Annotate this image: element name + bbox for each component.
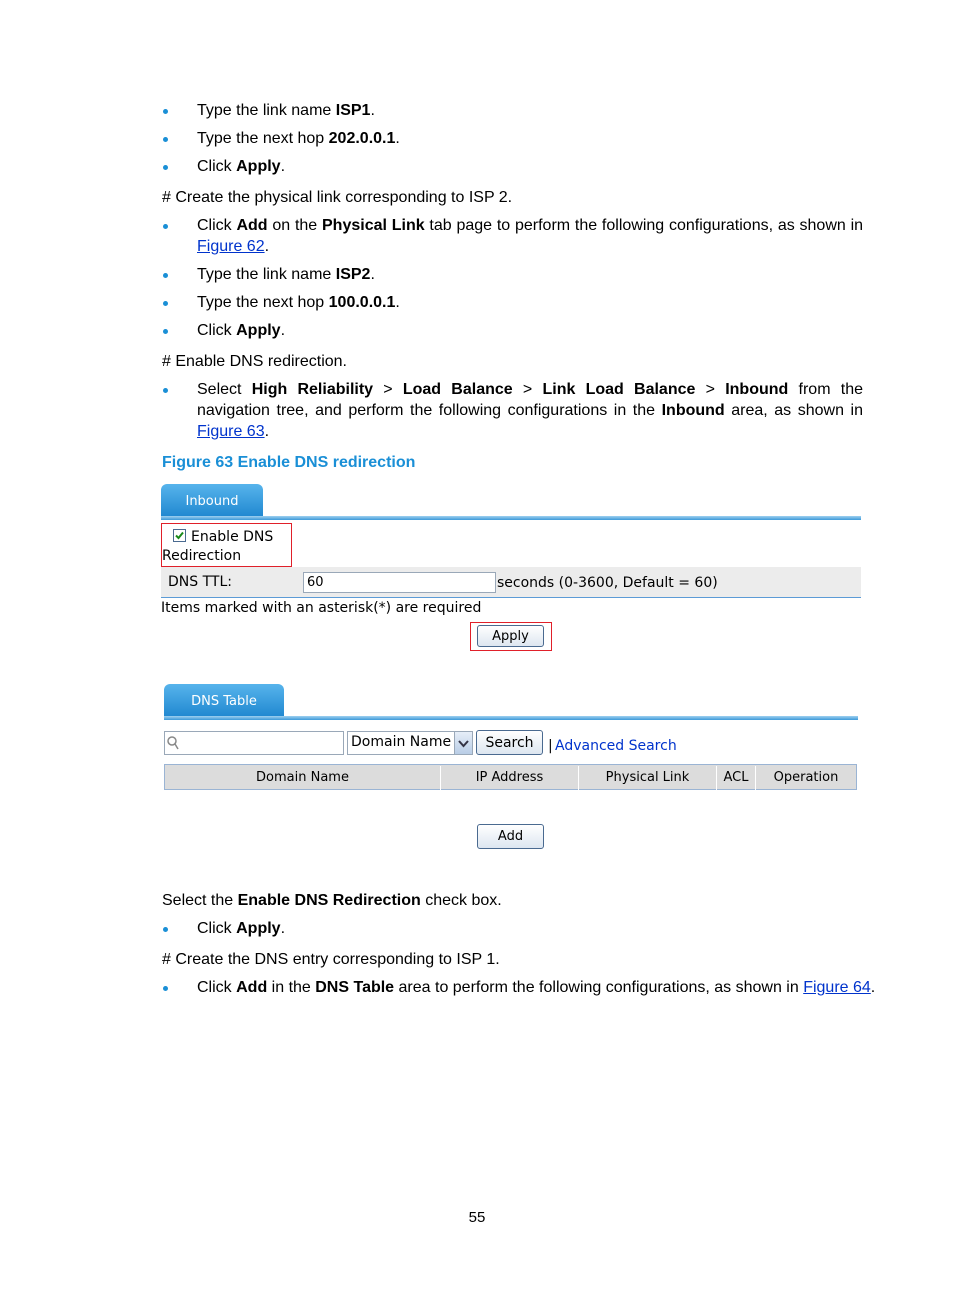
page-number: 55 bbox=[468, 1209, 486, 1226]
figure-caption: Figure 63 Enable DNS redirection bbox=[162, 454, 416, 471]
list-item: Type the next hop 202.0.0.1. bbox=[197, 130, 400, 147]
column-header-ip-address[interactable]: IP Address bbox=[475, 770, 544, 785]
bullet bbox=[163, 137, 168, 142]
separator: | bbox=[548, 738, 553, 754]
paragraph: # Create the DNS entry corresponding to ISP 1. bbox=[162, 951, 500, 968]
figure-63-link[interactable]: Figure 63 bbox=[197, 423, 265, 440]
column-header-acl[interactable]: ACL bbox=[723, 770, 749, 785]
list-item: Select High Reliability > Load Balance > Link Load Balance > Inbound from the navigation tree, and perform the following configurations in the Inbound area, as shown in Figure 63. bbox=[197, 381, 863, 440]
list-item: Type the next hop 100.0.0.1. bbox=[197, 294, 400, 311]
required-note: Items marked with an asterisk(*) are required bbox=[161, 600, 482, 616]
bullet bbox=[163, 109, 168, 114]
figure-64-link[interactable]: Figure 64 bbox=[803, 979, 871, 996]
column-header-domain-name[interactable]: Domain Name bbox=[256, 770, 349, 785]
add-button[interactable]: Add bbox=[477, 824, 544, 849]
tab-dns-table[interactable] bbox=[164, 684, 284, 718]
checkbox-label-cont: Redirection bbox=[162, 548, 242, 564]
tab-underline bbox=[161, 516, 861, 520]
tab-label: Inbound bbox=[185, 493, 239, 509]
bullet bbox=[163, 986, 168, 991]
ttl-hint: seconds (0-3600, Default = 60) bbox=[497, 575, 718, 591]
apply-button[interactable]: Apply bbox=[477, 625, 544, 647]
search-button[interactable]: Search bbox=[476, 730, 543, 755]
select-value: Domain Name bbox=[351, 734, 452, 750]
paragraph: # Create the physical link corresponding to ISP 2. bbox=[162, 189, 513, 206]
bullet bbox=[163, 224, 168, 229]
bullet bbox=[163, 273, 168, 278]
paragraph: Select the Enable DNS Redirection check box. bbox=[162, 892, 502, 909]
bullet bbox=[163, 329, 168, 334]
tab-underline bbox=[164, 716, 858, 720]
checkbox-label: Enable DNS bbox=[191, 529, 274, 545]
list-item: Click Add on the Physical Link tab page to perform the following configurations, as shown in Figure 62. bbox=[197, 217, 864, 255]
check-icon bbox=[174, 530, 185, 541]
list-item: Type the link name ISP1. bbox=[197, 102, 375, 119]
ttl-label: DNS TTL: bbox=[168, 574, 232, 590]
list-item: Click Apply. bbox=[197, 920, 286, 937]
enable-dns-checkbox[interactable] bbox=[173, 529, 186, 542]
ttl-input[interactable]: 60 bbox=[303, 572, 496, 593]
search-icon bbox=[166, 735, 180, 751]
list-item: Click Apply. bbox=[197, 158, 286, 175]
search-input[interactable] bbox=[164, 731, 344, 755]
tab-inbound[interactable] bbox=[161, 484, 263, 518]
bullet bbox=[163, 388, 168, 393]
column-header-physical-link[interactable]: Physical Link bbox=[605, 770, 690, 785]
column-header-operation[interactable]: Operation bbox=[773, 770, 839, 785]
bullet bbox=[163, 301, 168, 306]
figure-62-link[interactable]: Figure 62 bbox=[197, 238, 265, 255]
list-item: Click Add in the DNS Table area to perform the following configurations, as shown in Figure 64. bbox=[197, 979, 876, 996]
list-item: Click Apply. bbox=[197, 322, 286, 339]
tab-label: DNS Table bbox=[191, 693, 257, 709]
advanced-search-link[interactable]: Advanced Search bbox=[555, 738, 677, 754]
bullet bbox=[163, 165, 168, 170]
list-item: Type the link name ISP2. bbox=[197, 266, 375, 283]
bullet bbox=[163, 927, 168, 932]
paragraph: # Enable DNS redirection. bbox=[162, 353, 347, 370]
search-field-select[interactable] bbox=[347, 731, 473, 755]
chevron-down-icon bbox=[454, 732, 472, 754]
